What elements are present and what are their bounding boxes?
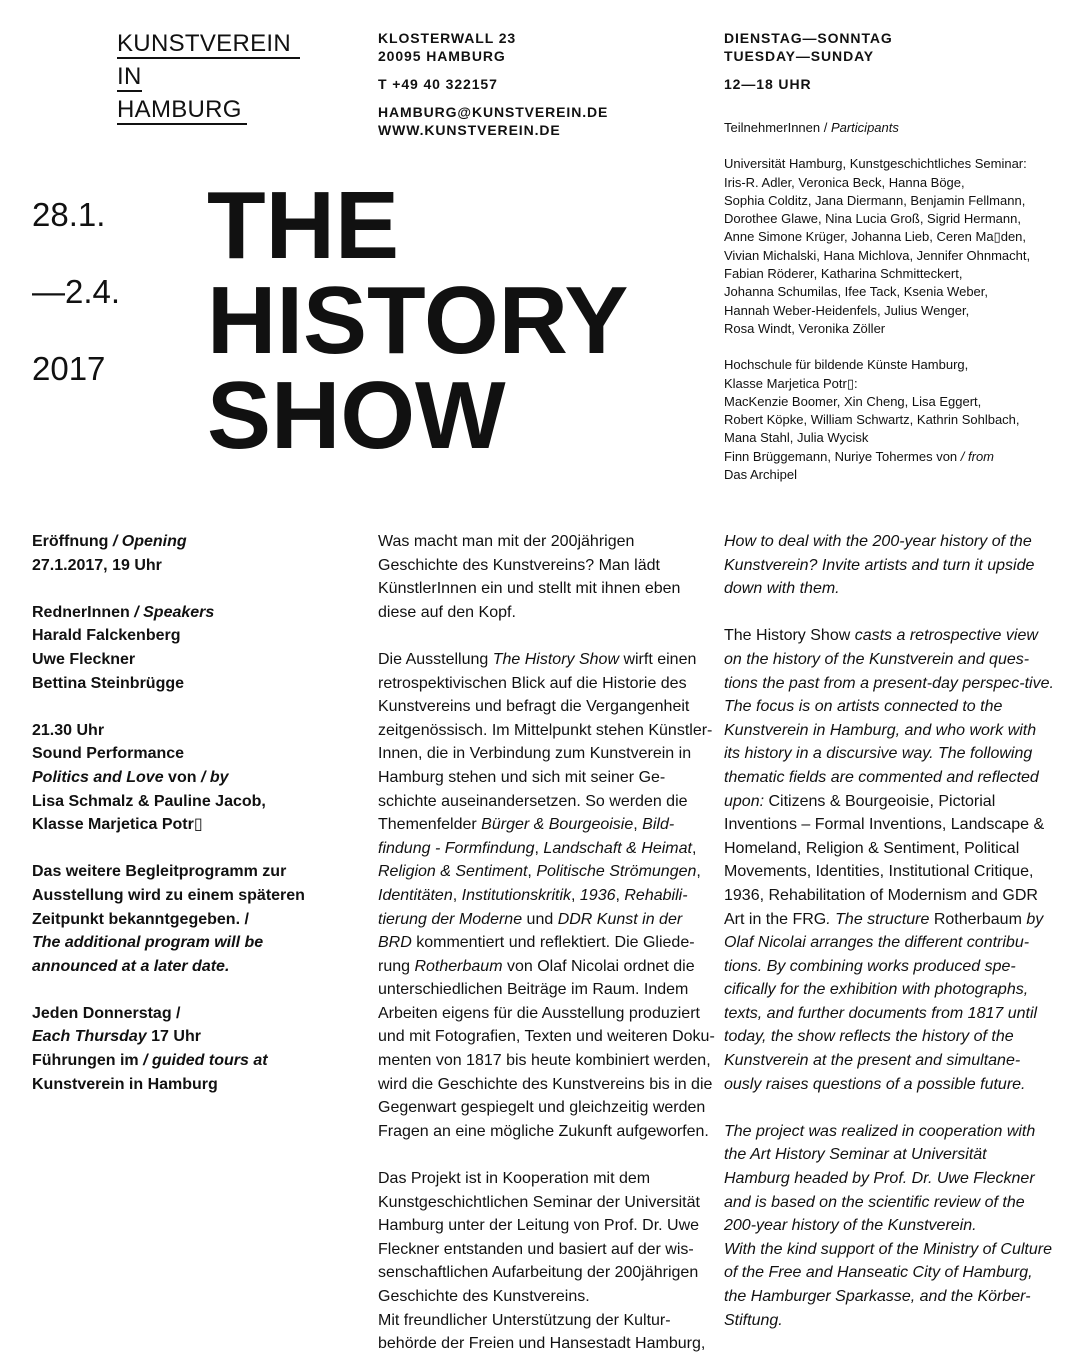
de-p2-k: ,: [527, 863, 537, 881]
logo-line-1: KUNSTVEREIN: [117, 30, 300, 59]
en-p2-f: by Olaf Nicolai arranges the different contribu-tions. By combining works produced spe-cifically for the exhibition with photographs, texts, and further documents from 1817 until today, the show reflects the history of the Kunstverein at the present and simultane-ously raises questions of a possible future.: [724, 910, 1044, 1093]
contact-block: [378, 29, 608, 139]
de-p2-r: 1936: [579, 886, 616, 904]
program-en-1: [32, 931, 352, 955]
title-line-3: SHOW: [207, 362, 506, 469]
participants-group1-line: Iris-R. Adler, Veronica Beck, Hanna Böge,: [724, 174, 965, 190]
en-p2-b: casts a retrospective view on the history of the Kunstverein and ques-tions the past from a present-day perspec-tive. The focus is on artists connected to the Kunstverein in Hamburg, and who work with its history in a discursive way. The following thematic fields are commented and reflected upon:: [724, 627, 1054, 810]
participants-block: [724, 119, 1059, 484]
hours-time: 12—18 UHR: [724, 76, 812, 92]
speakers-de: RednerInnen: [32, 603, 135, 621]
program-en-2-text: announced at a later date.: [32, 957, 230, 975]
en-p1-text: How to deal with the 200-year history of the Kunstverein? Invite artists and turn it upside down with them.: [724, 533, 1035, 598]
events-column: [32, 530, 352, 1096]
participants-last-line: [724, 448, 1059, 466]
opening-en: / Opening: [112, 533, 187, 550]
program-de-1: Das weitere Begleitprogramm zur: [32, 863, 287, 881]
de-p2-a: Die Ausstellung: [378, 650, 493, 668]
tour-en: Each Thursday: [32, 1028, 147, 1046]
speaker-1: Harald Falckenberg: [32, 627, 181, 645]
participants-group1-line: Sophia Colditz, Jana Diermann, Benjamin Fellmann,: [724, 192, 1026, 208]
program-de-3: Zeitpunkt bekanntgegeben. /: [32, 910, 249, 928]
english-paragraph-3: [724, 1120, 1054, 1238]
de-p2-e: ,: [633, 816, 643, 834]
days-en: TUESDAY—SUNDAY: [724, 48, 875, 64]
date-start: 28.1.: [32, 196, 106, 233]
participants-heading-de: TeilnehmerInnen /: [724, 120, 831, 135]
de-p2-m: ,: [696, 863, 701, 881]
de-p2-q: ,: [571, 886, 580, 904]
participants-group-hfbk: [724, 356, 1059, 447]
de-p2-b: The History Show: [492, 650, 619, 668]
speakers-heading: [32, 601, 352, 625]
de-p2-g: ,: [534, 839, 544, 857]
logo-line-3: HAMBURG: [117, 96, 247, 125]
participants-group1-line: Fabian Röderer, Katharina Schmitteckert,: [724, 266, 963, 282]
logo-line-2: IN: [117, 63, 142, 90]
tour-time: 17 Uhr: [146, 1028, 201, 1046]
de-p2-f: Bild-findung - Formfindung: [378, 816, 675, 857]
de-p2-x: Rotherbaum: [414, 957, 503, 975]
de-p2-y: von Olaf Nicolai ordnet die unterschiedlichen Beiträge im Raum. Indem Arbeiten eigens für die Ausstellung produziert und mit Fotografien, Texten und weiteren Doku-menten von 1817 bis heute kombiniert werden, wird die Geschichte des Kunstvereins bis in die Gegenwart gespiegelt und gleichzeitig werden Fragen an eine mögliche Zukunft aufgeworfen.: [378, 957, 715, 1140]
en-p3-text: The project was realized in cooperation with the Art History Seminar at Universität Hamburg headed by Prof. Dr. Uwe Fleckner and is based on the scientific review of the 200-year history of the Kunstverein.: [724, 1122, 1036, 1235]
participants-heading-en: Participants: [830, 120, 899, 135]
en-p2-d: . The structure: [826, 910, 934, 928]
de-p2-v: DDR Kunst in der BRD: [378, 910, 683, 952]
participants-group1-line: Johanna Schumilas, Ifee Tack, Ksenia Weber,: [724, 284, 989, 300]
program-en-2: [32, 955, 352, 979]
performance-artists: Lisa Schmalz & Pauline Jacob,: [32, 792, 266, 810]
participants-group1-line: Dorothee Glawe, Nina Lucia Groß, Sigrid Hermann,: [724, 211, 1021, 227]
performance-work-title: Politics and Love: [32, 768, 164, 786]
participants-group2-line: Klasse Marjetica Potr▯:: [724, 375, 858, 391]
de-p2-d: Bürger & Bourgeoisie: [481, 816, 634, 834]
english-paragraph-4: [724, 1238, 1054, 1332]
email-link[interactable]: HAMBURG@KUNSTVEREIN.DE: [378, 104, 609, 120]
title-line-1: THE: [207, 172, 399, 279]
en-p2-e: Rotherbaum: [933, 910, 1022, 928]
opening-heading: [32, 530, 352, 554]
german-text-column: [378, 530, 716, 1356]
performance-class: Klasse Marjetica Potr▯: [32, 816, 203, 834]
performance-work: [32, 766, 352, 790]
german-paragraph-2: [378, 648, 716, 1143]
participants-group2-line: MacKenzie Boomer, Xin Cheng, Lisa Eggert,: [724, 393, 982, 409]
de-p2-p: Institutionskritik: [461, 886, 571, 904]
speaker-3: Bettina Steinbrügge: [32, 674, 185, 692]
german-paragraph-4: Mit freundlicher Unterstützung der Kultur-behörde der Freien und Hansestadt Hamburg,: [378, 1311, 706, 1353]
performance-title: Sound Performance: [32, 745, 185, 763]
participants-group2-line: Mana Stahl, Julia Wycisk: [724, 430, 869, 446]
days-de: DIENSTAG—SONNTAG: [724, 30, 893, 46]
performance-time: 21.30 Uhr: [32, 721, 105, 739]
opening-de: Eröffnung: [32, 533, 113, 550]
performance-von: von: [163, 768, 201, 786]
tour-guided-de: Führungen im: [32, 1052, 144, 1070]
opening-hours: [724, 29, 893, 93]
de-p2-l: Politische Strömungen: [536, 863, 697, 881]
participants-from: / from: [960, 448, 995, 464]
participants-names: Finn Brüggemann, Nuriye Tohermes von: [724, 448, 961, 464]
en-p2-c: Citizens & Bourgeoisie, Pictorial Inventions – Formal Inventions, Landscape & Homeland, Religion & Sentiment, Political Movements, Identities, Institutional Critique, 1936, Rehabilitation of Modernism and GDR Art in the FRG: [724, 792, 1045, 928]
opening-date: 27.1.2017, 19 Uhr: [32, 556, 162, 574]
de-p2-w: kommentiert und reflektiert. Die Gliede-rung: [378, 934, 695, 975]
participants-group1-line: Hannah Weber-Heidenfels, Julius Wenger,: [724, 302, 970, 318]
speaker-2: Uwe Fleckner: [32, 650, 136, 668]
english-text-column: [724, 530, 1054, 1332]
de-p2-c: wirft einen retrospektivischen Blick auf die Historie des Kunstvereins und befragt die Vergangenheit zeitgenössisch. Im Mittelpunkt stehen Künstler-Innen, die in Verbindung zum Kunstverein in Hamburg stehen und sich mit seiner Ge-schichte auseinandersetzen. So werden die Themenfelder: [378, 650, 713, 834]
date-year: 2017: [32, 350, 106, 387]
exhibition-dates: [32, 176, 120, 407]
en-p2-a: The History Show: [724, 627, 851, 645]
website-link[interactable]: WWW.KUNSTVEREIN.DE: [378, 122, 561, 138]
participants-group1-line: Vivian Michalski, Hana Michlova, Jennifer Ohnmacht,: [724, 247, 1031, 263]
de-p2-h: Landschaft & Heimat: [543, 839, 692, 857]
de-p2-u: und: [522, 910, 558, 928]
address-street: KLOSTERWALL 23: [378, 30, 517, 46]
participants-group1-line: Rosa Windt, Veronika Zöller: [724, 320, 886, 336]
tour-when: [32, 1025, 352, 1049]
de-p2-s: ,: [615, 886, 625, 904]
de-p2-i: ,: [691, 839, 697, 857]
de-p2-j: Religion & Sentiment: [378, 863, 528, 881]
en-p4-text: With the kind support of the Ministry of Culture of the Free and Hanseatic City of Hamburg, the Hamburger Sparkasse, and the Körber-Stiftung.: [724, 1240, 1052, 1329]
title-line-2: HISTORY: [207, 267, 629, 374]
performance-by: / by: [200, 768, 229, 786]
tour-de: Jeden Donnerstag /: [32, 1004, 181, 1022]
participants-group1-line: Universität Hamburg, Kunstgeschichtliches Seminar:: [724, 156, 1027, 172]
german-paragraph-1: Was macht man mit der 200jährigen Geschichte des Kunstvereins? Man lädt KünstlerInnen ein und stellt mit ihnen eben diese auf den Kopf.: [378, 533, 681, 621]
program-de-2: Ausstellung wird zu einem späteren: [32, 886, 305, 904]
tour-guided-en: / guided tours at: [143, 1052, 268, 1070]
participants-group-university: [724, 155, 1059, 338]
participants-archipel: Das Archipel: [724, 467, 797, 483]
english-paragraph-1: [724, 530, 1054, 601]
tour-guided: [32, 1049, 352, 1073]
speakers-en: / Speakers: [134, 603, 215, 621]
program-en-1-text: The additional program will be: [32, 934, 264, 952]
address-city: 20095 HAMBURG: [378, 48, 506, 64]
participants-group1-line: Anne Simone Krüger, Johanna Lieb, Ceren Ma▯den,: [724, 229, 1027, 245]
participants-heading: [724, 119, 1059, 137]
de-p2-o: ,: [452, 886, 462, 904]
exhibition-title: [207, 172, 629, 469]
date-end: —2.4.: [32, 273, 121, 310]
participants-group2-line: Robert Köpke, William Schwartz, Kathrin Sohlbach,: [724, 412, 1020, 428]
de-p2-t: Rehabili-tierung der Moderne: [378, 886, 688, 928]
english-paragraph-2: [724, 624, 1054, 1096]
tour-location: Kunstverein in Hamburg: [32, 1075, 218, 1093]
participants-group2-line: Hochschule für bildende Künste Hamburg,: [724, 357, 969, 373]
de-p2-n: Identitäten: [378, 886, 453, 904]
german-paragraph-3: Das Projekt ist in Kooperation mit dem Kunstgeschichtlichen Seminar der Universität Hamburg unter der Leitung von Prof. Dr. Uwe Fleckner entstanden und basiert auf der wis-senschaftlichen Aufarbeitung der 200jährigen Geschichte des Kunstvereins.: [378, 1170, 700, 1305]
logo: [117, 28, 300, 127]
phone-number: T +49 40 322157: [378, 76, 498, 92]
